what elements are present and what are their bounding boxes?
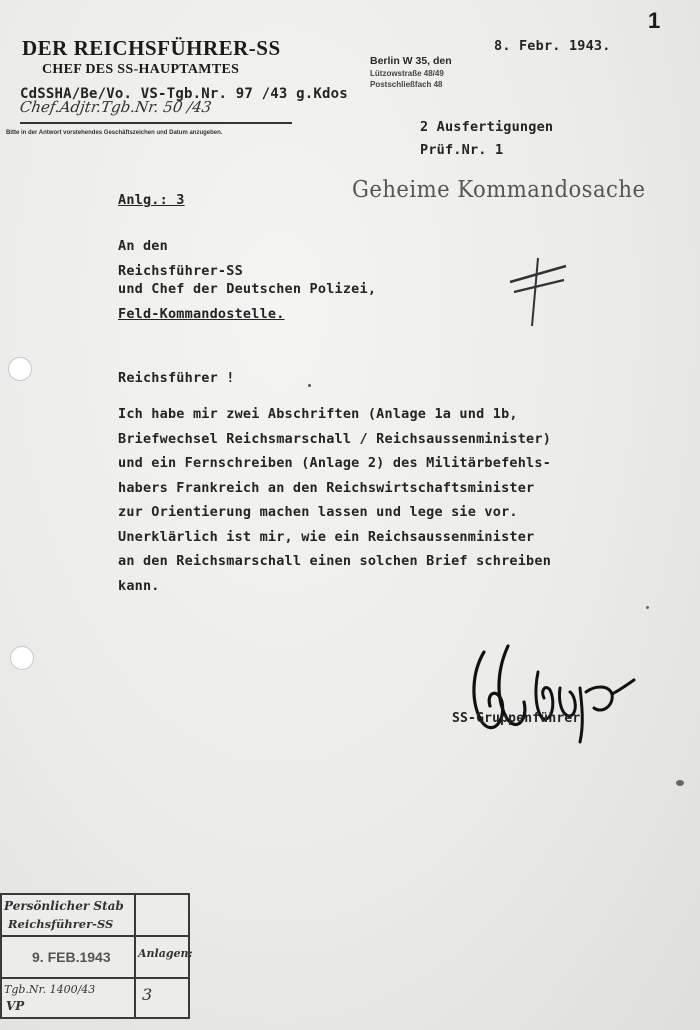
body-line: kann.	[118, 577, 160, 594]
recipient-line: und Chef der Deutschen Polizei,	[118, 281, 377, 297]
classification-stamp: Geheime Kommandosache	[352, 177, 646, 203]
handwritten-reference: Chef.Adjtr.Tgb.Nr. 50 /43	[18, 98, 213, 116]
body-line: habers Frankreich an den Reichswirtschaftsminister	[118, 479, 535, 496]
letterhead-subtitle: CHEF DES SS-HAUPTAMTES	[42, 62, 240, 77]
body-line: Ich habe mir zwei Abschriften (Anlage 1a und 1b,	[118, 406, 518, 422]
letter-body	[118, 402, 551, 598]
speck	[308, 384, 311, 387]
stamp-journal-number: Tgb.Nr. 1400/43	[4, 983, 96, 996]
recipient-line: An den	[118, 238, 168, 254]
enclosures-note: Anlg.: 3	[118, 192, 185, 208]
stamp-received-date: 9. FEB.1943	[32, 949, 111, 965]
reply-instruction: Bitte in der Antwort vorstehendes Geschäftszeichen und Datum anzugeben.	[6, 130, 223, 136]
page-number: 1	[648, 8, 661, 33]
stamp-divider	[134, 895, 136, 1017]
stamp-enclosures-count: 3	[142, 985, 153, 1004]
stamp-divider	[2, 977, 188, 979]
body-line: und ein Fernschreiben (Anlage 2) des Militärbefehls-	[118, 455, 552, 471]
letterhead-rule	[20, 122, 292, 124]
signatory-rank: SS-Gruppenführer	[452, 711, 581, 726]
stamp-divider	[134, 935, 188, 937]
handwritten-signature	[462, 632, 642, 752]
speck	[676, 780, 684, 786]
reference-number: CdSSHA/Be/Vo. VS-Tgb.Nr. 97 /43 g.Kdos	[20, 86, 348, 102]
stamp-enclosures-label: Anlagen:	[138, 947, 193, 960]
speck	[646, 606, 649, 609]
stamp-divider	[2, 935, 134, 937]
check-number: Prüf.Nr. 1	[420, 142, 504, 158]
punch-hole	[8, 357, 32, 381]
body-line: zur Orientierung machen lassen und lege sie vor.	[118, 504, 518, 520]
body-line: an den Reichsmarschall einen solchen Brief schreiben	[118, 553, 552, 569]
salutation: Reichsführer !	[118, 370, 235, 386]
handwritten-mark	[504, 252, 574, 332]
stamp-office-sub: Reichsführer-SS	[8, 917, 114, 931]
receipt-stamp	[0, 893, 193, 1019]
copies-count: 2 Ausfertigungen	[420, 119, 554, 135]
stamp-initials: VP	[6, 999, 25, 1013]
body-line: Briefwechsel Reichsmarschall / Reichsaussenminister)	[118, 430, 552, 447]
body-line: Unerklärlich ist mir, wie ein Reichsaussenminister	[118, 528, 535, 545]
punch-hole	[10, 646, 34, 670]
letterhead-title: DER REICHSFÜHRER-SS	[22, 36, 281, 60]
recipient-line: Reichsführer-SS	[118, 263, 243, 279]
sender-city: Berlin W 35, den	[370, 55, 452, 67]
stamp-office: Persönlicher Stab	[4, 899, 124, 913]
sender-street: Lützowstraße 48/49	[370, 69, 444, 78]
letter-date: 8. Febr. 1943.	[494, 38, 611, 54]
sender-postbox: Postschließfach 48	[370, 80, 443, 89]
recipient-line: Feld-Kommandostelle.	[118, 306, 285, 322]
